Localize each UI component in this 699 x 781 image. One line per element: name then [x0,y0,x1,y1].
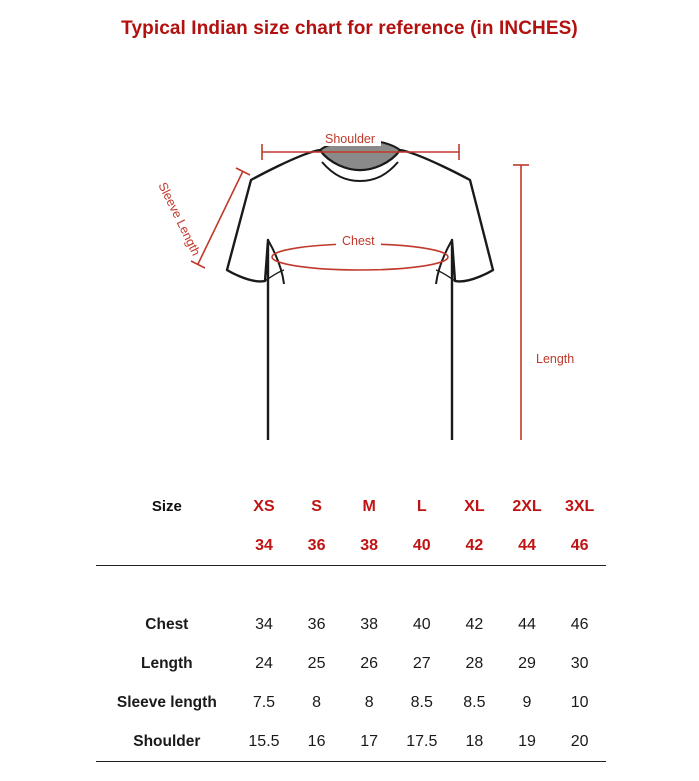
measurement-value: 25 [307,654,326,672]
measurement-value: 20 [570,732,589,750]
measurement-value: 15.5 [248,732,280,750]
table-top-rule [96,566,606,606]
size-code-cell: 2XL [512,497,542,515]
measurement-name: Sleeve length [116,693,217,711]
measurement-value: 17 [360,732,379,750]
measurement-value: 19 [518,732,536,750]
measurement-value: 29 [518,654,536,672]
chest-label: Chest [336,234,381,248]
length-label: Length [536,352,575,366]
size-number-cell: 34 [255,536,273,554]
measurement-name: Chest [145,615,189,633]
measurement-value: 38 [360,615,379,633]
size-number-rowlabel [96,526,238,566]
measurement-value: 46 [570,615,589,633]
table-row [96,605,606,644]
size-table-wrap [96,487,606,762]
measurement-value: 28 [465,654,484,672]
size-code-cell: XL [464,497,485,515]
size-code-cell: L [416,497,427,515]
sleeve-length-label: Sleeve Length [155,180,204,258]
measurement-value: 30 [570,654,589,672]
size-number-cell: 40 [412,536,431,554]
measurement-value: 9 [522,693,532,711]
size-number-cell: 38 [360,536,379,554]
page-title: Typical Indian size chart for reference (in INCHES) [121,18,578,39]
size-number-cell: 46 [570,536,589,554]
measurement-value: 8.5 [463,693,486,711]
measurement-value: 44 [518,615,536,633]
measurement-value: 8 [312,693,322,711]
measurement-value: 7.5 [252,693,276,711]
size-code-cell: 3XL [564,497,595,515]
measurement-value: 34 [255,615,273,633]
tshirt-outline [227,140,493,440]
measurement-value: 26 [360,654,379,672]
measurement-value: 24 [255,654,273,672]
size-number-cell: 42 [465,536,484,554]
length-measure-line [513,165,529,440]
table-header-row [96,487,606,526]
table-row [96,644,606,683]
measurement-value: 40 [412,615,431,633]
shoulder-label: Shoulder [319,132,381,146]
measurement-value: 42 [465,615,484,633]
measurement-value: 8.5 [410,693,433,711]
measurement-value: 27 [412,654,431,672]
table-row [96,722,606,761]
measurement-value: 8 [364,693,374,711]
table-row [96,683,606,722]
measurement-value: 18 [465,732,484,750]
measurement-value: 17.5 [406,732,438,750]
size-code-cell: XS [253,497,275,515]
measurement-value: 16 [307,732,326,750]
size-code-cell: S [311,497,322,515]
tshirt-diagram [0,40,699,440]
size-number-cell: 36 [307,536,326,554]
measurement-name: Shoulder [133,732,201,750]
size-number-cell: 44 [518,536,536,554]
size-code-cell: M [362,497,376,515]
table-bottom-rule [96,761,606,762]
measurement-value: 10 [570,693,589,711]
measurement-name: Length [141,654,193,672]
size-header-label: Size [151,498,182,515]
size-number-row [96,526,606,566]
size-table [96,487,606,761]
measurement-value: 36 [307,615,326,633]
